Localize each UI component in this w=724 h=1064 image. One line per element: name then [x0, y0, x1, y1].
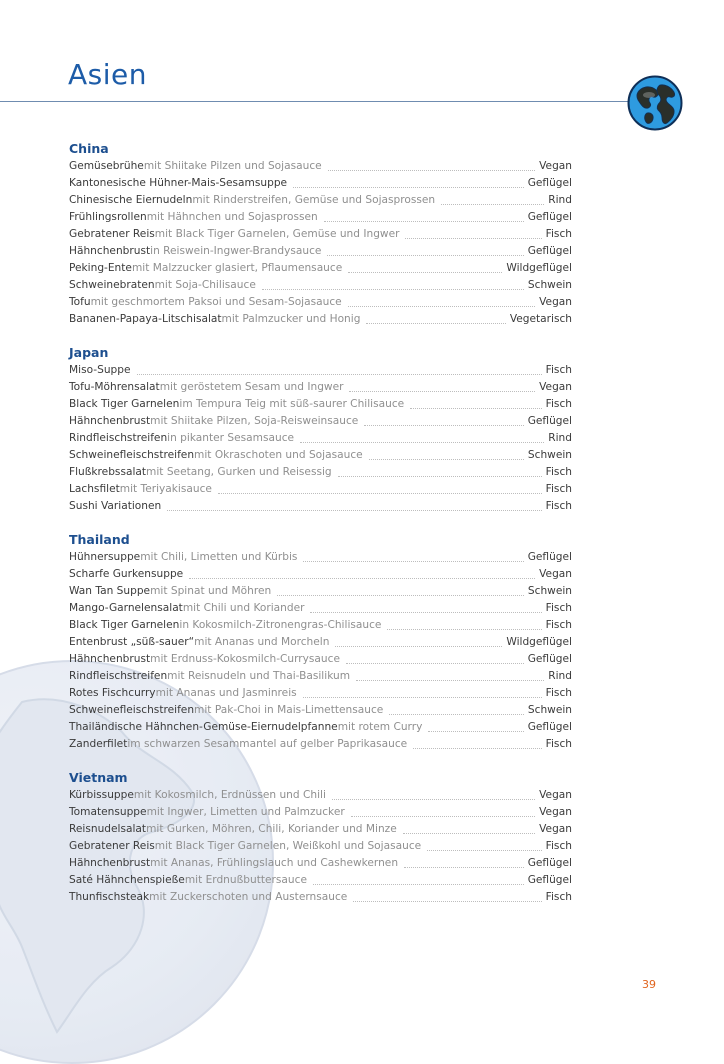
dot-leader [303, 560, 523, 562]
dot-leader [353, 900, 541, 902]
dish-name: Hähnchenbrust [69, 857, 151, 869]
dish-name: Thunfischsteak [69, 891, 150, 903]
dot-leader [346, 662, 524, 664]
menu-item [69, 634, 572, 651]
dish-category: Geflügel [527, 211, 572, 223]
dot-leader [300, 441, 544, 443]
dish-description: mit Ingwer, Limetten und Palmzucker [146, 806, 345, 818]
section-title: China [69, 141, 109, 156]
menu-item [69, 600, 572, 617]
menu-item [69, 498, 572, 515]
dot-leader [387, 628, 541, 630]
dot-leader [310, 611, 541, 613]
dish-description: mit Zuckerschoten und Austernsauce [149, 891, 348, 903]
dish-description: mit Pak-Choi in Mais-Limettensauce [194, 704, 384, 716]
dish-name: Gemüsebrühe [69, 160, 144, 172]
dish-name: Schweinebraten [69, 279, 155, 291]
menu-item [69, 889, 572, 906]
page-title: Asien [68, 58, 147, 91]
menu-item [69, 872, 572, 889]
dish-name: Hähnchenbrust [69, 415, 151, 427]
dot-leader [405, 237, 541, 239]
dot-leader [167, 509, 541, 511]
menu-item [69, 719, 572, 736]
dot-leader [389, 713, 524, 715]
dish-category: Geflügel [527, 245, 572, 257]
dish-description: mit Chili und Koriander [182, 602, 305, 614]
dish-category: Wildgeflügel [506, 262, 572, 274]
header-rule [0, 101, 640, 102]
section-thailand [69, 531, 572, 753]
dish-category: Schwein [527, 279, 572, 291]
dot-leader [324, 220, 524, 222]
dish-category: Vegan [539, 296, 572, 308]
dot-leader [277, 594, 524, 596]
dish-category: Geflügel [527, 857, 572, 869]
dish-name: Gebratener Reis [69, 840, 155, 852]
dot-leader [348, 305, 535, 307]
dish-category: Geflügel [527, 177, 572, 189]
dish-category: Fisch [545, 840, 572, 852]
dish-description: mit Kokosmilch, Erdnüssen und Chili [133, 789, 326, 801]
menu-item [69, 447, 572, 464]
dot-leader [413, 747, 541, 749]
dish-name: Saté Hähnchenspieße [69, 874, 185, 886]
dish-name: Thailändische Hähnchen-Gemüse-Eiernudelpfanne [69, 721, 338, 733]
dish-description: mit Ananas und Morcheln [194, 636, 330, 648]
dish-name: Schweinefleischstreifen [69, 704, 195, 716]
dish-category: Rind [548, 670, 572, 682]
dish-name: Gebratener Reis [69, 228, 155, 240]
menu-item [69, 396, 572, 413]
dish-description: in Kokosmilch-Zitronengras-Chilisauce [179, 619, 382, 631]
dish-category: Vegan [539, 806, 572, 818]
menu-item [69, 583, 572, 600]
dot-leader [428, 730, 523, 732]
dish-name: Kantonesische Hühner-Mais-Sesamsuppe [69, 177, 288, 189]
menu-item [69, 175, 572, 192]
dish-name: Miso-Suppe [69, 364, 131, 376]
dish-name: Tofu-Möhrensalat [69, 381, 160, 393]
dish-name: Flußkrebssalat [69, 466, 147, 478]
dish-name: Tomatensuppe [69, 806, 147, 818]
dish-description: mit Black Tiger Garnelen, Weißkohl und Sojasauce [154, 840, 422, 852]
menu-item [69, 549, 572, 566]
menu-item [69, 379, 572, 396]
dish-name: Kürbissuppe [69, 789, 134, 801]
menu-item [69, 192, 572, 209]
dish-description: mit Erdnußbuttersauce [184, 874, 307, 886]
dish-name: Entenbrust „süß-sauer“ [69, 636, 195, 648]
dot-leader [403, 832, 535, 834]
dish-description: in pikanter Sesamsauce [167, 432, 295, 444]
dish-name: Sushi Variationen [69, 500, 162, 512]
dish-description: mit Shiitake Pilzen, Soja-Reisweinsauce [150, 415, 359, 427]
dish-name: Lachsfilet [69, 483, 120, 495]
dot-leader [427, 849, 542, 851]
dish-description: mit Shiitake Pilzen und Sojasauce [143, 160, 322, 172]
dot-leader [332, 798, 535, 800]
menu-item [69, 651, 572, 668]
dish-name: Peking-Ente [69, 262, 132, 274]
dish-category: Fisch [545, 364, 572, 376]
menu-item [69, 277, 572, 294]
section-title: Japan [69, 345, 109, 360]
dish-category: Fisch [545, 228, 572, 240]
dish-name: Scharfe Gurkensuppe [69, 568, 184, 580]
menu-item [69, 362, 572, 379]
dot-leader [364, 424, 523, 426]
menu-item [69, 668, 572, 685]
dish-name: Frühlingsrollen [69, 211, 147, 223]
menu-item [69, 481, 572, 498]
menu-item [69, 685, 572, 702]
dish-description: im schwarzen Sesammantel auf gelber Paprikasauce [127, 738, 408, 750]
dot-leader [369, 458, 524, 460]
section-japan [69, 344, 572, 515]
dish-description: mit Seetang, Gurken und Reisessig [146, 466, 332, 478]
dish-category: Wildgeflügel [506, 636, 572, 648]
dish-category: Fisch [545, 738, 572, 750]
dish-name: Black Tiger Garnelen [69, 398, 180, 410]
dish-description: mit Palmzucker und Honig [221, 313, 361, 325]
dot-leader [293, 186, 524, 188]
dish-description: mit Chili, Limetten und Kürbis [140, 551, 298, 563]
menu-item [69, 566, 572, 583]
dish-category: Geflügel [527, 415, 572, 427]
dot-leader [441, 203, 544, 205]
menu-item [69, 702, 572, 719]
dish-category: Fisch [545, 891, 572, 903]
dish-category: Geflügel [527, 653, 572, 665]
dish-description: mit Spinat und Möhren [150, 585, 272, 597]
dish-category: Fisch [545, 619, 572, 631]
menu-item [69, 787, 572, 804]
dish-category: Fisch [545, 687, 572, 699]
dish-category: Fisch [545, 483, 572, 495]
dish-name: Black Tiger Garnelen [69, 619, 180, 631]
dish-name: Hähnchenbrust [69, 653, 151, 665]
dish-category: Vegan [539, 568, 572, 580]
menu-item [69, 243, 572, 260]
menu-item [69, 430, 572, 447]
dot-leader [351, 815, 535, 817]
dish-category: Vegan [539, 381, 572, 393]
dish-description: mit geschmortem Paksoi und Sesam-Sojasauce [90, 296, 342, 308]
dish-description: mit Reisnudeln und Thai-Basilikum [167, 670, 351, 682]
dot-leader [328, 169, 535, 171]
dish-description: im Tempura Teig mit süß-saurer Chilisauce [179, 398, 405, 410]
dish-description: in Reiswein-Ingwer-Brandysauce [150, 245, 322, 257]
dot-leader [356, 679, 544, 681]
dish-category: Fisch [545, 466, 572, 478]
menu-item [69, 855, 572, 872]
menu-list [69, 140, 572, 922]
section-title: Thailand [69, 532, 130, 547]
dish-description: mit rotem Curry [337, 721, 423, 733]
dish-description: mit Erdnuss-Kokosmilch-Currysauce [150, 653, 340, 665]
dish-category: Vegan [539, 789, 572, 801]
menu-item [69, 804, 572, 821]
dot-leader [410, 407, 541, 409]
dish-description: mit Rinderstreifen, Gemüse und Sojasprossen [192, 194, 436, 206]
dish-name: Rindfleischstreifen [69, 670, 168, 682]
dot-leader [262, 288, 524, 290]
dish-category: Rind [548, 194, 572, 206]
menu-item [69, 617, 572, 634]
dot-leader [218, 492, 542, 494]
dot-leader [348, 271, 502, 273]
dish-name: Rotes Fischcurry [69, 687, 156, 699]
dot-leader [327, 254, 523, 256]
dish-name: Schweinefleischstreifen [69, 449, 195, 461]
dish-category: Geflügel [527, 551, 572, 563]
dot-leader [189, 577, 535, 579]
menu-item [69, 838, 572, 855]
dish-name: Bananen-Papaya-Litschisalat [69, 313, 222, 325]
dish-name: Hähnchenbrust [69, 245, 151, 257]
dish-category: Geflügel [527, 874, 572, 886]
dish-description: mit Ananas und Jasminreis [155, 687, 297, 699]
dot-leader [137, 373, 542, 375]
dish-category: Vegetarisch [509, 313, 572, 325]
dish-description: mit geröstetem Sesam und Ingwer [159, 381, 344, 393]
dot-leader [338, 475, 542, 477]
section-vietnam [69, 769, 572, 906]
dish-name: Rindfleischstreifen [69, 432, 168, 444]
dish-category: Schwein [527, 585, 572, 597]
dish-category: Vegan [539, 823, 572, 835]
menu-item [69, 311, 572, 328]
globe-icon [627, 75, 683, 131]
section-title: Vietnam [69, 770, 128, 785]
dish-category: Vegan [539, 160, 572, 172]
dish-category: Geflügel [527, 721, 572, 733]
dish-description: mit Malzzucker glasiert, Pflaumensauce [131, 262, 343, 274]
dish-description: mit Gurken, Möhren, Chili, Koriander und Minze [146, 823, 397, 835]
menu-item [69, 821, 572, 838]
menu-item [69, 260, 572, 277]
dish-description: mit Hähnchen und Sojasprossen [146, 211, 318, 223]
menu-item [69, 464, 572, 481]
dish-description: mit Teriyakisauce [119, 483, 212, 495]
dot-leader [313, 883, 524, 885]
dot-leader [366, 322, 505, 324]
dish-name: Mango-Garnelensalat [69, 602, 183, 614]
dot-leader [335, 645, 502, 647]
dish-name: Tofu [69, 296, 91, 308]
dish-name: Chinesische Eiernudeln [69, 194, 193, 206]
dish-name: Zanderfilet [69, 738, 128, 750]
dish-name: Wan Tan Suppe [69, 585, 151, 597]
menu-item [69, 736, 572, 753]
dish-description: mit Ananas, Frühlingslauch und Cashewkernen [150, 857, 399, 869]
menu-item [69, 209, 572, 226]
dish-category: Fisch [545, 500, 572, 512]
page-number: 39 [642, 978, 656, 991]
menu-item [69, 158, 572, 175]
dish-name: Reisnudelsalat [69, 823, 147, 835]
dish-description: mit Soja-Chilisauce [154, 279, 256, 291]
dish-category: Fisch [545, 398, 572, 410]
dot-leader [303, 696, 542, 698]
dish-category: Schwein [527, 449, 572, 461]
menu-item [69, 413, 572, 430]
section-china [69, 140, 572, 328]
menu-item [69, 294, 572, 311]
dish-category: Rind [548, 432, 572, 444]
dish-category: Fisch [545, 602, 572, 614]
dot-leader [404, 866, 524, 868]
dish-description: mit Okraschoten und Sojasauce [194, 449, 363, 461]
menu-item [69, 226, 572, 243]
dish-description: mit Black Tiger Garnelen, Gemüse und Ingwer [154, 228, 400, 240]
dish-category: Schwein [527, 704, 572, 716]
dish-name: Hühnersuppe [69, 551, 141, 563]
dot-leader [349, 390, 535, 392]
